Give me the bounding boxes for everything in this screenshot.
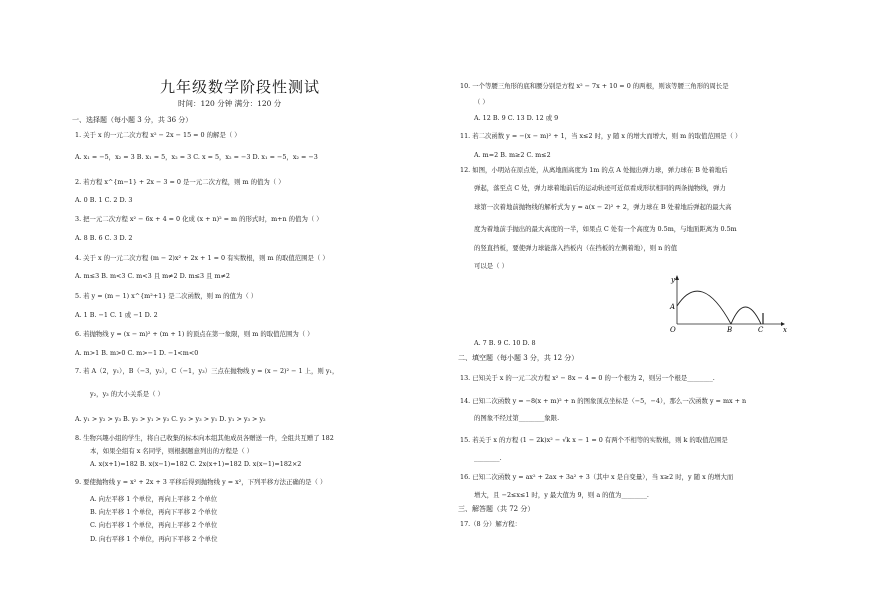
question-12-line-5: 的竖直挡板，要使弹力球能落入挡板内（在挡板的左侧着地），则 n 的值 <box>474 244 678 252</box>
question-12-line-6: 可以是（ ） <box>474 262 508 270</box>
section-heading-fill: 二、填空题（每小题 3 分，共 12 分） <box>458 354 579 362</box>
question-2: 2. 若方程 x^{m−1} + 2x − 3 = 0 是一元二次方程，则 m 的值为（ ） <box>75 178 285 186</box>
second-arc <box>731 307 761 324</box>
page-title: 九年级数学阶段性测试 <box>160 78 321 96</box>
point-b-label: B <box>727 326 733 334</box>
question-15-line-2: ________. <box>474 454 502 462</box>
first-arc <box>677 291 731 324</box>
question-6: 6. 若抛物线 y = (x − m)² + (m + 1) 的顶点在第一象限，则 m 的取值范围为（ ） <box>75 330 314 338</box>
question-9-option-d: D. 向右平移 1 个单位，再向下平移 2 个单位 <box>90 535 218 543</box>
question-9-option-c: C. 向右平移 1 个单位，再向上平移 2 个单位 <box>90 521 218 529</box>
question-16-line-1: 16. 已知二次函数 y = ax² + 2ax + 3a² + 3（其中 x 是自变量），当 x≥2 时，y 随 x 的增大而 <box>460 473 734 481</box>
question-15-line-1: 15. 若关于 x 的方程 (1 − 2k)x² − √k x − 1 = 0 有两个不相等的实数根，则 k 的取值范围是 <box>460 436 728 444</box>
y-axis-label: y <box>671 276 675 284</box>
question-7-line-2: y₂，y₃ 的大小关系是（ ） <box>90 390 164 398</box>
trajectory-figure <box>657 272 787 334</box>
question-7-options: A. y₁ > y₂ > y₃ B. y₂ > y₁ > y₃ C. y₂ > y₃ > y₁ D. y₁ > y₃ > y₂ <box>75 415 266 423</box>
exam-info: 时间：120 分钟 满分：120 分 <box>178 99 282 108</box>
question-12-line-4: 度为着地前手抛出的最大高度的一半，如果点 C 处有一个高度为 0.5m，与地面距离为 0.5m <box>474 225 737 233</box>
question-2-options: A. 0 B. 1 C. 2 D. 3 <box>75 196 133 204</box>
question-16-line-2: 增大，且 −2≤x≤1 时，y 最大值为 9，则 a 的值为________. <box>474 491 649 499</box>
question-5-options: A. 1 B. −1 C. 1 或 −1 D. 2 <box>75 311 158 319</box>
question-1: 1. 关于 x 的一元二次方程 x² − 2x − 15 = 0 的解是（ ） <box>75 131 241 139</box>
point-c-label: C <box>758 326 764 334</box>
question-9-option-b: B. 向左平移 1 个单位，再向下平移 2 个单位 <box>90 508 218 516</box>
question-12-line-3: 球第一次着地前抛物线的解析式为 y = a(x − 2)² + 2，弹力球在 B 处着地后弹起的最大高 <box>474 203 732 211</box>
question-10-line-1: 10. 一个等腰三角形的底和腰分别是方程 x² − 7x + 10 = 0 的两根，则该等腰三角形的周长是 <box>460 82 729 90</box>
question-12-options: A. 7 B. 9 C. 10 D. 8 <box>474 339 536 347</box>
question-6-options: A. m>1 B. m>0 C. m>−1 D. −1<m<0 <box>75 349 199 357</box>
question-9: 9. 要使抛物线 y = x² + 2x + 3 平移后得到抛物线 y = x²，下列平移方法正确的是（ ） <box>75 478 327 486</box>
point-a-label: A <box>670 303 676 311</box>
question-5: 5. 若 y = (m − 1) x^{m²+1} 是二次函数，则 m 的值为（ ） <box>75 292 258 300</box>
question-13: 13. 已知关于 x 的一元二次方程 x² − 8x − 4 = 0 的一个根为 2，则另一个根是________. <box>460 374 715 382</box>
question-3-options: A. 8 B. 6 C. 3 D. 2 <box>75 234 133 242</box>
question-12-line-1: 12. 如图，小明站在原点处，从离地面高度为 1m 的点 A 处抛出弹力球，弹力球在 B 处着地后 <box>460 166 728 174</box>
question-17: 17.（8 分）解方程： <box>460 520 521 528</box>
question-4-options: A. m≤3 B. m<3 C. m<3 且 m≠2 D. m≤3 且 m≠2 <box>75 272 231 280</box>
question-14-line-2: 的图象不经过第________象限. <box>474 414 560 422</box>
question-4: 4. 关于 x 的一元二次方程 (m − 2)x² + 2x + 1 = 0 有实数根，则 m 的取值范围是（ ） <box>75 254 329 262</box>
question-8-options: A. x(x+1)=182 B. x(x−1)=182 C. 2x(x+1)=182 D. x(x−1)=182×2 <box>90 460 302 468</box>
x-axis-label: x <box>783 326 787 334</box>
question-8-line-2: 本，如果全组有 x 名同学，则根据题意列出的方程是（ ） <box>90 447 254 455</box>
question-12-line-2: 弹起，落至点 C 处，弹力球着地前后的运动轨迹可近似看成形状相同的两条抛物线，弹力 <box>474 184 726 192</box>
question-9-option-a: A. 向左平移 1 个单位，再向上平移 2 个单位 <box>90 495 218 503</box>
question-3: 3. 把一元二次方程 x² − 6x + 4 = 0 化成 (x + n)² = m 的形式时，m+n 的值为（ ） <box>75 215 323 223</box>
section-heading-answer: 三、解答题（共 72 分） <box>458 505 535 513</box>
question-11-options: A. m=2 B. m≥2 C. m≤2 <box>474 151 551 159</box>
question-7-line-1: 7. 若 A（2，y₁），B（−3，y₂），C（−1，y₃）三点在抛物线 y = (x − 2)² − 1 上，则 y₁， <box>75 367 339 375</box>
question-10-options: A. 12 B. 9 C. 13 D. 12 或 9 <box>474 114 559 122</box>
section-heading-choice: 一、选择题（每小题 3 分，共 36 分） <box>72 116 193 124</box>
question-10-line-2: （ ） <box>474 98 489 106</box>
question-8-line-1: 8. 生物兴趣小组的学生，将自己收集的标本向本组其他成员各赠送一件，全组共互赠了 182 <box>75 434 334 442</box>
origin-label: O <box>670 326 676 334</box>
question-1-options: A. x₁ = −5，x₂ = 3 B. x₁ = 5，x₂ = 3 C. x = 5，x₂ = −3 D. x₁ = −5，x₂ = −3 <box>75 153 318 161</box>
y-axis-arrow <box>675 275 679 280</box>
question-14-line-1: 14. 已知二次函数 y = −8(x + m)² + n 的图象顶点坐标是（−5，−4），那么一次函数 y = mx + n <box>460 397 747 405</box>
question-11: 11. 若二次函数 y = −(x − m)² + 1，当 x≤2 时，y 随 x 的增大而增大，则 m 的取值范围是（ ） <box>460 132 742 140</box>
